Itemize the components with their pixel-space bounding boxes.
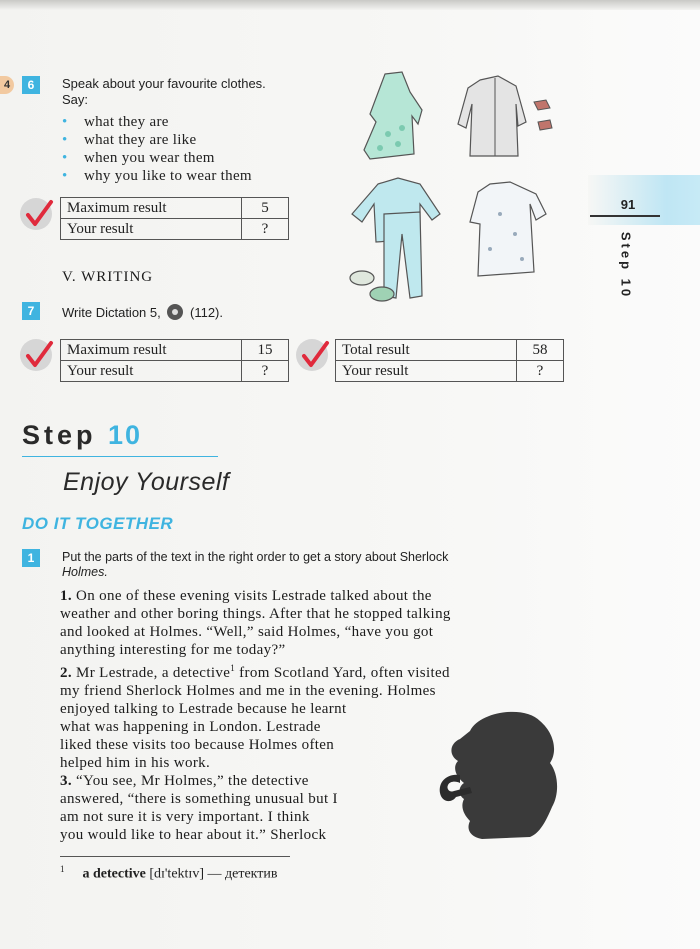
story-line: helped him in his work. (60, 755, 211, 771)
story-line: what was happening in London. Lestrade (60, 719, 321, 735)
story-line: “You see, Mr Holmes,” the detective (71, 773, 309, 789)
task-6-line1: Speak about your favourite clothes. (62, 76, 266, 91)
table-row (61, 340, 289, 361)
task-6-bullet-list (62, 113, 252, 185)
lesson-title: Enjoy Yourself (63, 468, 230, 496)
story-line: liked these visits too because Holmes often (60, 737, 335, 753)
task-7-text-before: Write Dictation 5, (62, 305, 161, 320)
checkmark-icon (20, 198, 52, 230)
table-row (336, 361, 564, 382)
footnote-term: a detective (82, 866, 146, 882)
task-7-result-table (60, 339, 289, 382)
story-line: On one of these evening visits Lestrade talked about the (71, 588, 432, 604)
story-line: from Scotland Yard, often visited (235, 665, 450, 681)
page-number-rule (590, 215, 660, 217)
your-result-value: ? (242, 361, 289, 382)
story-line: answered, “there is something unusual but I (60, 791, 338, 807)
table-row (61, 361, 289, 382)
footnote-dash: — (207, 866, 222, 882)
total-result-label: Total result (336, 340, 517, 361)
page-number: 91 (620, 197, 636, 212)
footnote-rule (60, 856, 290, 857)
task-7-instruction (62, 304, 223, 320)
bullet-item: • what they are (62, 113, 252, 131)
task-6-number: 6 (22, 76, 40, 94)
task-7-number: 7 (22, 302, 40, 320)
step-word: Step (22, 420, 97, 450)
checkmark-icon (296, 339, 328, 371)
bullet-item: • why you like to wear them (62, 167, 252, 185)
footnote-mark: 1 (60, 864, 65, 874)
paragraph-number: 2. (60, 665, 72, 681)
checkmark-icon (20, 339, 52, 371)
your-result-value: ? (242, 219, 289, 240)
footnote-ref: 1 (230, 663, 236, 673)
sherlock-silhouette (430, 703, 565, 843)
step-underline (22, 456, 218, 457)
paragraph-number: 3. (60, 773, 72, 789)
task-6-line2: Say: (62, 92, 89, 107)
story-paragraph-1 (60, 587, 564, 659)
task-1-instruction (62, 550, 448, 580)
bullet-item: • when you wear them (62, 149, 252, 167)
max-result-label: Maximum result (61, 198, 242, 219)
story-line: enjoyed talking to Lestrade because he learnt (60, 701, 347, 717)
task-7-text-after: (112). (190, 305, 223, 320)
step-number: 10 (108, 420, 143, 450)
story-line: anything interesting for me today?” (60, 642, 286, 658)
your-result-label: Your result (336, 361, 517, 382)
footnote-transcription: [dɪ'tektɪv] (149, 866, 204, 882)
left-marker (0, 76, 14, 94)
your-result-label: Your result (61, 361, 242, 382)
do-it-together-heading: DO IT TOGETHER (22, 514, 174, 533)
story-line: Mr Lestrade, a detective (71, 665, 231, 681)
clothes-illustration (340, 64, 570, 314)
table-row (61, 198, 289, 219)
max-result-value: 5 (242, 198, 289, 219)
table-row (336, 340, 564, 361)
task-1-number: 1 (22, 549, 40, 567)
max-result-label: Maximum result (61, 340, 242, 361)
bullet-item: • what they are like (62, 131, 252, 149)
story-line: my friend Sherlock Holmes and me in the evening. Holmes (60, 683, 436, 699)
task-6-instruction (62, 76, 266, 108)
your-result-label: Your result (61, 219, 242, 240)
footnote-translation: детектив (224, 866, 278, 882)
scan-top-shade (0, 0, 700, 10)
footnote (60, 864, 278, 883)
total-result-value: 58 (517, 340, 564, 361)
paragraph-number: 1. (60, 588, 72, 604)
section-writing-heading: V. WRITING (62, 269, 154, 285)
story-line: weather and other boring things. After that he stopped talking (60, 606, 451, 622)
total-result-table (335, 339, 564, 382)
step-heading (22, 420, 142, 451)
side-step-label: Step 10 (618, 231, 634, 300)
task-1-line1: Put the parts of the text in the right order to get a story about Sherlock (62, 550, 449, 564)
story-line: you would like to hear about it.” Sherlock (60, 827, 327, 843)
task-6-result-table (60, 197, 289, 240)
max-result-value: 15 (242, 340, 289, 361)
task-1-line2: Holmes. (62, 565, 108, 579)
table-row (61, 219, 289, 240)
story-line: and looked at Holmes. “Well,” said Holmes, “have you got (60, 624, 434, 640)
cd-icon (167, 304, 183, 320)
story-line: am not sure it is very important. I think (60, 809, 310, 825)
left-marker-number: 4 (3, 79, 11, 91)
your-result-value: ? (517, 361, 564, 382)
